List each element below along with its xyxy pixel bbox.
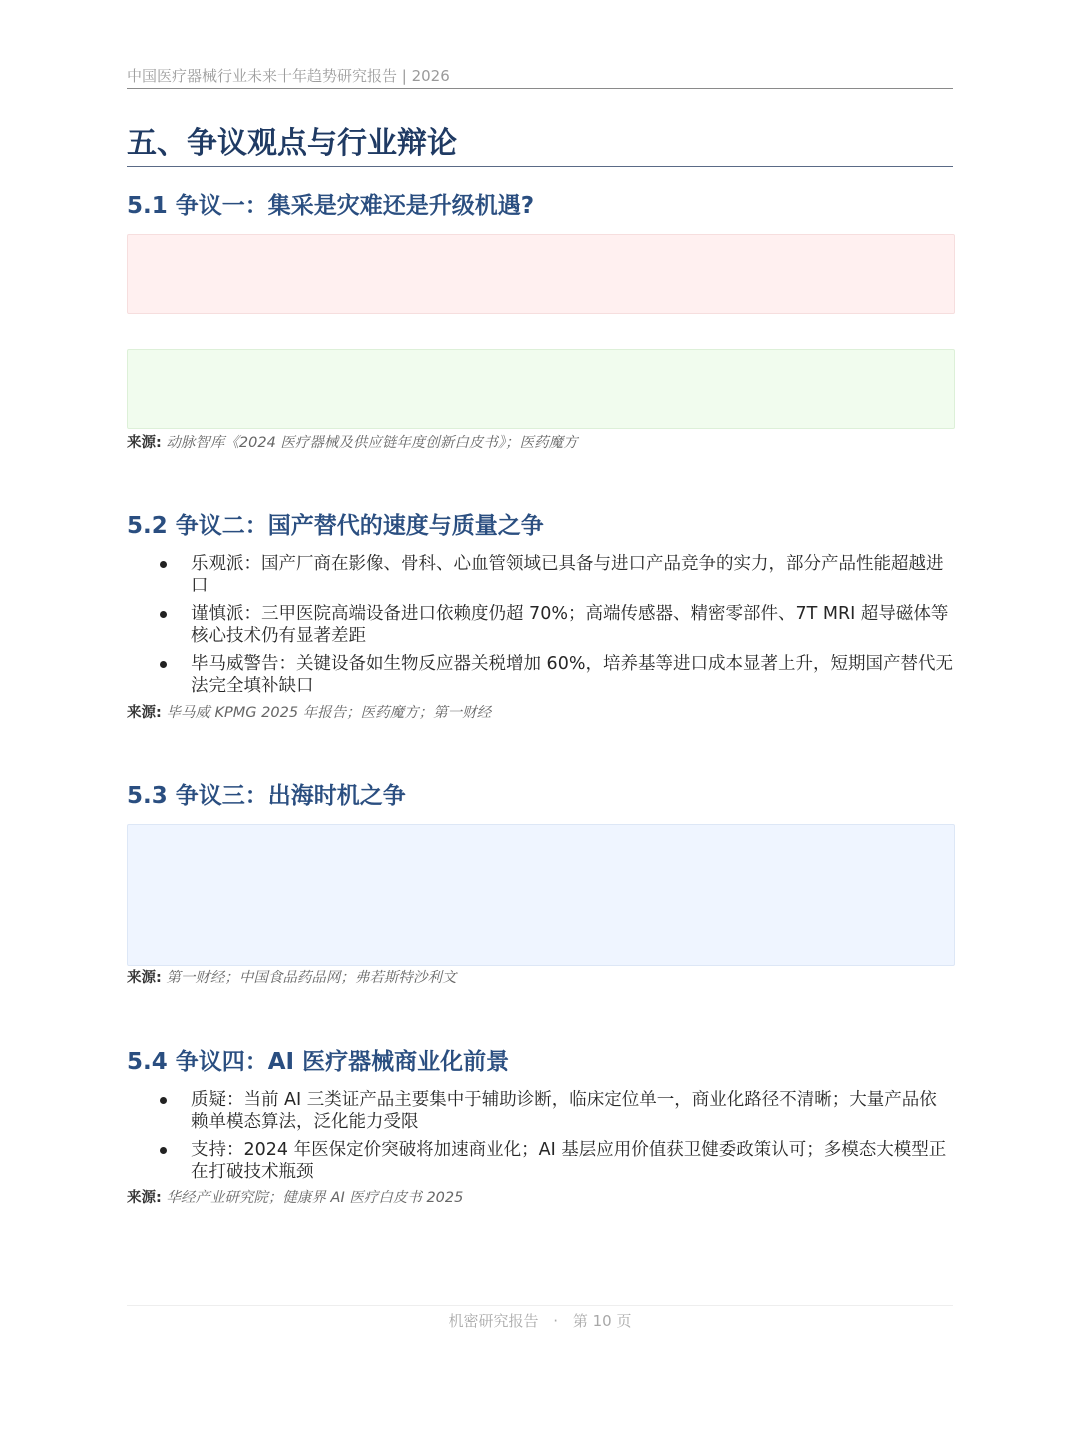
source-note-5-4	[127, 1188, 953, 1208]
source-label: 来源:	[127, 1190, 162, 1206]
section-title-5-2: 5.2 争议二：国产替代的速度与质量之争	[127, 513, 544, 539]
source-text: 动脉智库《2024 医疗器械及供应链年度创新白皮书》；医药魔方	[166, 435, 578, 451]
bullet-icon	[160, 561, 167, 568]
list-item	[127, 603, 953, 647]
footer-label: 机密研究报告	[448, 1312, 539, 1330]
list-item	[127, 653, 953, 697]
source-text: 华经产业研究院；健康界 AI 医疗白皮书 2025	[166, 1190, 464, 1206]
list-item-text: 乐观派：国产厂商在影像、骨科、心血管领域已具备与进口产品竞争的实力，部分产品性能超越进口	[191, 554, 944, 596]
bullet-icon	[160, 1097, 167, 1104]
bullet-list-5-2	[127, 553, 953, 703]
section-title-5-4: 5.4 争议四：AI 医疗器械商业化前景	[127, 1049, 510, 1075]
chapter-title: 五、争议观点与行业辩论	[127, 124, 953, 167]
list-item	[127, 1089, 953, 1133]
section-title-5-3: 5.3 争议三：出海时机之争	[127, 783, 406, 809]
source-text: 第一财经；中国食品药品网；弗若斯特沙利文	[166, 970, 457, 986]
page-number: 第 10 页	[572, 1312, 632, 1330]
bullet-icon	[160, 661, 167, 668]
bullet-icon	[160, 1147, 167, 1154]
running-header: 中国医疗器械行业未来十年趋势研究报告 | 2026	[127, 66, 953, 89]
source-label: 来源:	[127, 705, 162, 721]
argument-box-pro	[127, 349, 955, 429]
list-item-text: 谨慎派：三甲医院高端设备进口依赖度仍超 70%；高端传感器、精密零部件、7T MRI 超导磁体等核心技术仍有显著差距	[191, 604, 949, 646]
argument-box-outbound	[127, 824, 955, 966]
source-label: 来源:	[127, 435, 162, 451]
page-footer	[127, 1311, 953, 1331]
source-label: 来源:	[127, 970, 162, 986]
list-item-text: 质疑：当前 AI 三类证产品主要集中于辅助诊断，临床定位单一，商业化路径不清晰；大量产品依赖单模态算法，泛化能力受限	[191, 1090, 937, 1132]
source-note-5-3	[127, 968, 953, 988]
section-title-5-1: 5.1 争议一：集采是灾难还是升级机遇?	[127, 193, 535, 219]
bullet-icon	[160, 611, 167, 618]
source-text: 毕马威 KPMG 2025 年报告；医药魔方；第一财经	[166, 705, 492, 721]
list-item-text: 毕马威警告：关键设备如生物反应器关税增加 60%，培养基等进口成本显著上升，短期国产替代无法完全填补缺口	[191, 654, 953, 696]
bullet-list-5-4	[127, 1089, 953, 1189]
report-page	[127, 0, 953, 1431]
source-note-5-1	[127, 433, 953, 453]
list-item	[127, 1139, 953, 1183]
source-note-5-2	[127, 703, 953, 723]
list-item-text: 支持：2024 年医保定价突破将加速商业化；AI 基层应用价值获卫健委政策认可；多模态大模型正在打破技术瓶颈	[191, 1140, 947, 1182]
argument-box-con	[127, 234, 955, 314]
footer-divider	[127, 1305, 953, 1306]
footer-separator: ·	[553, 1312, 559, 1330]
list-item	[127, 553, 953, 597]
